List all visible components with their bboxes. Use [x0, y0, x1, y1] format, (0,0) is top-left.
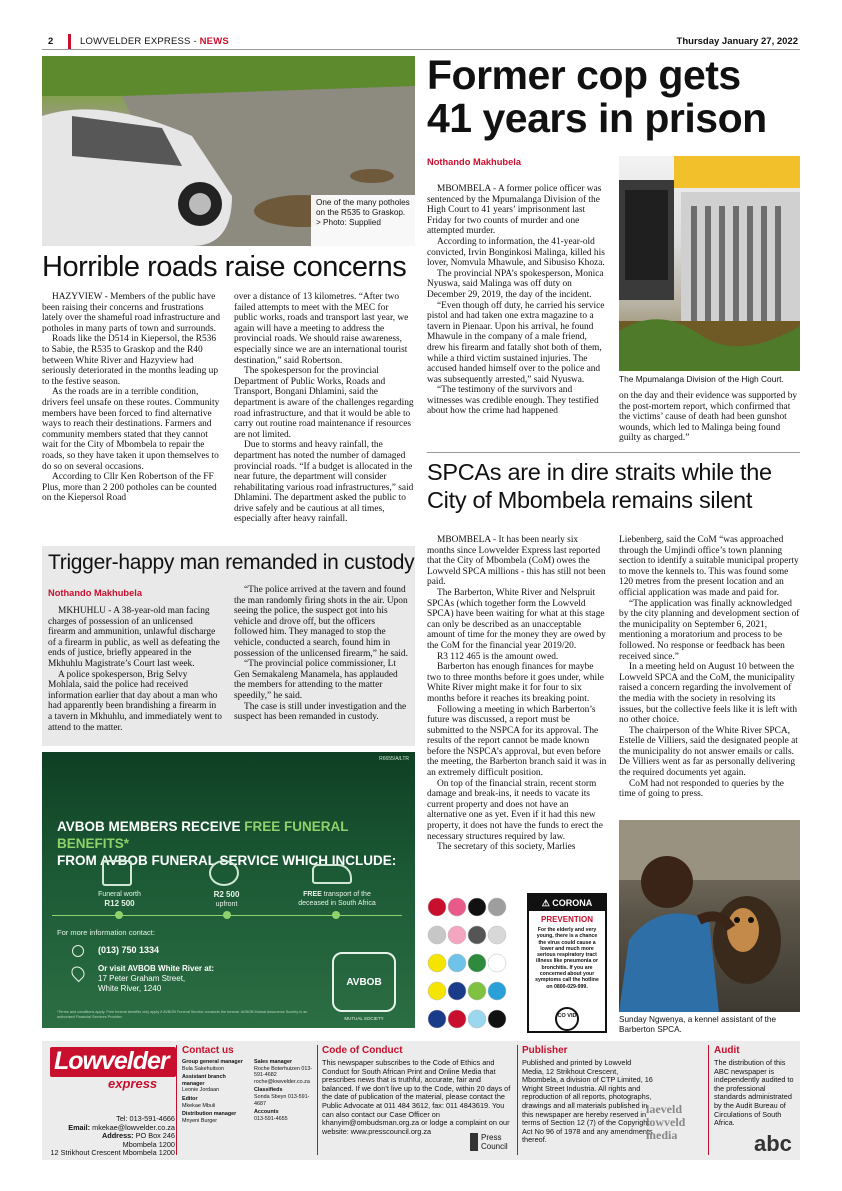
footer-audit: Audit The distribution of this ABC newspaper is independently audited to the professional standards administrated by the Audit Bureau of Circulations of South Africa.	[714, 1045, 794, 1128]
benefit-dot-1	[115, 911, 123, 919]
colour-dot	[488, 954, 506, 972]
header-paper-name: LOWVELDER EXPRESS - NEWS	[80, 36, 229, 47]
colour-dot	[428, 926, 446, 944]
colour-dot	[428, 898, 446, 916]
avbob-fine-print: *Terms and conditions apply. Free funeral benefits only apply if AVBOB Funeral Service conducts the funeral. AVBOB Mutual Assurance Society is an authorised Financial Services Provider.	[57, 1010, 308, 1019]
colour-dot	[488, 982, 506, 1000]
footer-publisher: Publisher Published and printed by Lowveld Media, 12 Strikhout Crescent, Mbombela, a division of CTP Limited, 16 Wright Street Industria. All rights and reproduction of all reports, photographs, drawings and all materials published in this newspaper are hereby reserved in terms of Section 12 (7) of the Copyright Act No 96 of 1978 and any amendments thereof.	[522, 1045, 653, 1145]
roads-column-1: HAZYVIEW - Members of the public have been raising their concerns and frustrations lately over the shameful road infrastructure and potholes in many parts of town and surrounds. Roads like the D514 in Kiepersol, the R536 to Sabie, the R535 to Graskop and the R40 between White River and Hazyview had seriously deteriorated in the months leading up to the festive season. As the roads are in a terrible condition, drivers feel unsafe on these routes. Community members have been forced to find alternative ways to reach their destinations. Farmers and community members stated that they cannot wait for the City of Mbombela to repair the roads, so they have taken it upon themselves to do so on several occasions. According to Cllr Ken Robertson of the FF Plus, more than 2 200 potholes can be counted on the Kiepersol Road	[42, 292, 221, 504]
colour-dots	[427, 893, 507, 1033]
printer-colour-chart	[427, 893, 507, 1033]
footer-divider-3	[517, 1045, 518, 1155]
footer-code-of-conduct: Code of Conduct This newspaper subscribes to the Code of Ethics and Conduct for South African Print and Online Media that prescribes news that is truthful, accurate, fair and balanced. If we don’t live up to the Code, within 20 days of the date of publication of the material, please contact the Public Advocate at 011 484 3612, fax: 011 4843619. You can also contact our Case Officer on khanyim@ombudsman.org.za or lodge a complaint on our website: www.presscouncil.org.za	[322, 1045, 511, 1136]
benefit-3: FREE transport of the deceased in South Africa	[298, 891, 376, 907]
lowvelder-logo: Lowvelder express	[50, 1047, 176, 1091]
benefit-1: Funeral worth R12 500	[98, 891, 141, 908]
colour-dot	[488, 898, 506, 916]
lowveld-media-logo: laeveld lowveld media	[646, 1102, 686, 1142]
footer-divider-4	[708, 1045, 709, 1155]
corona-body: For the elderly and very young, there is a chance the virus could cause a lower and much more serious respiratory tract illness like pneumonia or bronchitis. If you are concerned about your symptoms call the hotline on 0800-029-999.	[535, 927, 599, 990]
footer-contact: Contact us	[182, 1045, 234, 1056]
coffin-icon	[102, 860, 132, 886]
corona-advertisement	[527, 893, 607, 1033]
colour-dot	[428, 982, 446, 1000]
benefit-dot-2	[223, 911, 231, 919]
roads-headline: Horrible roads raise concerns	[42, 251, 407, 283]
side-code-strip	[510, 893, 524, 1033]
colour-dot	[448, 954, 466, 972]
page-number: 2	[48, 36, 54, 47]
avbob-contact-intro: For more information contact:	[57, 928, 155, 937]
cop-column-1: MBOMBELA - A former police officer was sentenced by the Mpumalanga Division of the High Court to 41 years’ imprisonment last Friday for two counts of murder and one attempted murder. According to information, the 41-year-old convicted, Irvin Bonginkosi Malinga, killed his lover, Nomvula Mhawule, and Sibusiso Khoza. The provincial NPA’s spokesperson, Monica Nyuswa, said Malinga was off duty on December 29, 2019, the day of the incident. “Even though off duty, he carried his service pistol and had taken one extra magazine to a tavern in Pienaar. Upon his arrival, he found Mhawule in the company of a male friend, drew his firearm and fatally shot both of them, while a third victim sustained injuries. The accused handed himself over to the police and was subsequently arrested,” said Nyuswa. “The testimony of the survivors and witnesses was credible enough. They testified about how the crime had happened	[427, 184, 605, 417]
avbob-advertisement	[42, 752, 415, 1028]
colour-dot	[488, 1010, 506, 1028]
corona-subtitle: PREVENTION	[540, 915, 593, 924]
footer-contact-details: Tel: 013-591-4666 Email: mkekae@lowvelder.co.za Address: PO Box 246 Mbombela 1200 12 Strikhout Crescent Mbombela 1200	[50, 1114, 175, 1158]
footer-divider-1	[176, 1045, 177, 1155]
spca-photo-caption: Sunday Ngwenya, a kennel assistant of the Barberton SPCA.	[619, 1015, 777, 1034]
footer-contact-people-2: Sales manager Roche Boterhuizen 013-591-4682 roche@lowvelder.co.za Classifieds Sonda Sbeyn 013-591-4687 Accounts 013-591-4655	[254, 1059, 313, 1122]
trigger-byline: Nothando Makhubela	[48, 588, 143, 598]
trigger-column-1: MKHUHLU - A 38-year-old man facing charges of possession of an unlicensed firearm and ammunition, unlawful discharge of a firearm in public, as well as defeating the ends of justice, briefly appeared in the Mkhuhlu Magistrate’s Court last week. A police spokesperson, Brig Selvy Mohlala, said the police had received information earlier that day about a man who had apparently been brandishing a firearm in a tavern in Mkhuhlu, and immediately went to attend to the matter.	[48, 606, 222, 733]
avbob-brand: AVBOB	[346, 977, 382, 988]
avbob-brand-sub: MUTUAL SOCIETY	[344, 1016, 384, 1021]
trigger-headline: Trigger-happy man remanded in custody	[48, 551, 415, 574]
colour-dot	[428, 1010, 446, 1028]
colour-dot	[428, 954, 446, 972]
avbob-ad-ref: R6655/A/LTR	[379, 756, 409, 762]
colour-dot	[448, 982, 466, 1000]
page-header	[42, 34, 800, 50]
cop-headline: Former cop gets 41 years in prison	[427, 52, 767, 141]
high-court-photo-caption: The Mpumalanga Division of the High Court.	[619, 374, 784, 384]
covid-logo: CO VID	[555, 1007, 579, 1031]
phone-icon	[72, 945, 84, 957]
spca-dog-photo	[619, 820, 800, 1012]
header-red-bar	[68, 34, 71, 49]
colour-dot	[468, 926, 486, 944]
spca-divider	[427, 452, 800, 453]
abc-logo: abc	[754, 1131, 792, 1156]
hearse-icon	[312, 864, 352, 884]
colour-dot	[448, 898, 466, 916]
spca-column-1: MBOMBELA - It has been nearly six months since Lowvelder Express last reported that the City of Mbombela (CoM) owes the Lowveld SPCA millions - this has still not been paid. The Barberton, White River and Nelspruit SPCAs (which together form the Lowveld SPCA) have been waiting for what at this stage can only be described as an unacceptable amount of time for the money they are owed by the CoM for the financial year 2019/20. R3 112 465 is the amount owed. Barberton has enough finances for maybe two to three months before it goes under, while White River might make it for four to six months before it reaches its breaking point. Following a meeting in which Barberton’s future was discussed, a report must be submitted to the NSPCA for its approval. The results of the report cannot be made known before the NSPCA’s approval, but even before the meeting, the Barberton branch said it was in an extremely difficult position. On top of the financial strain, recent storm damage and break-ins, it needs to vacate its current property and does not have an alternative one as yet. Even if it had this new property, it does not have the funds to erect the necessary structures required by law. The secretary of this society, Marlies	[427, 535, 607, 853]
trigger-column-2: “The police arrived at the tavern and found the man randomly firing shots in the air. Upon seeing the police, the suspect got into his vehicle and drove off, but the officers followed him. They managed to stop the vehicle, conducted a search, found him in possession of the unlicensed firearm,” he said. “The provincial police commissioner, Lt Gen Semakaleng Manamela, has applauded the members for attending to the matter speedily,” he said. The case is still under investigation and the suspect has been remanded in custody.	[234, 585, 408, 723]
avbob-phone: (013) 750 1334	[98, 945, 160, 955]
colour-dot	[468, 982, 486, 1000]
colour-dot	[468, 1010, 486, 1028]
press-council-logo: Press Council	[470, 1133, 514, 1151]
footer-contact-people: Group general manager Bula Sakehuitson Assistant branch manager Leonie Jordaan Editor Mkekae Mbuli Distribution manager Mnyeni Burger	[182, 1059, 243, 1124]
footer-divider-2	[317, 1045, 318, 1155]
man-with-dog-illustration	[619, 820, 800, 1012]
avbob-address: Or visit AVBOB White River at: 17 Peter Graham Street, White River, 1240	[98, 964, 215, 993]
benefit-dot-3	[332, 911, 340, 919]
spca-column-2: Liebenberg, said the CoM “was approached through the Umjindi office’s town planning section to identify a suitable municipal property to move the kennels to. This was found some 120 metres from the present location and an official application was made and paid for. “The application was finally acknowledged by the city planning and development section of the municipality on September 6, 2021, mentioning a moratorium and process to be followed. No response or feedback has been received since.” In a meeting held on August 10 between the Lowveld SPCA and the CoM, the municipality raised a concern regarding the involvement of the media with the society in resolving its issues, but the collective feels like it is left with no other choice. The chairperson of the White River SPCA, Estelle de Villiers, said the designated people at the municipality do not answer emails or calls. De Villiers went as far as personally delivering the required documents yet again. CoM had not responded to queries by the time of going to press.	[619, 535, 800, 800]
benefit-2: R2 500 upfront	[213, 890, 240, 908]
footer	[42, 1041, 800, 1160]
colour-dot	[448, 1010, 466, 1028]
cop-column-2: on the day and their evidence was supported by the post-mortem report, which confirmed that the victims’ cause of death had been gunshot wounds, which led to Malinga being found guilty as charged.”	[619, 391, 798, 444]
colour-dot	[488, 926, 506, 944]
avbob-headline: AVBOB MEMBERS RECEIVE FREE FUNERAL BENEFITS* FROM AVBOB FUNERAL SERVICE WHICH INCLUDE:	[57, 819, 397, 868]
location-pin-icon	[69, 964, 87, 982]
header-date: Thursday January 27, 2022	[676, 36, 798, 47]
roads-column-2: over a distance of 13 kilometres. “After two failed attempts to meet with the MEC for public works, roads and transport last year, we again will have a meeting to address the provincial roads. We should raise awareness, especially since we are an international tourist destination,” said Robertson. The spokesperson for the provincial Department of Public Works, Roads and Transport, Bongani Dhlamini, said the department is aware of the challenges regarding road infrastructure, and that it would be able to carry out routine road maintenance if resources are not limited. Due to storms and heavy rainfall, the department has noted the number of damaged provincial roads. “If a budget is allocated in the near future, the department will consider rehabilitating various road infrastructures,” said Dhlamini. The department asked the public to drive safely and be cautious at all times, especially after heavy rainfall.	[234, 292, 414, 525]
spca-headline: SPCAs are in dire straits while the City of Mbombela remains silent	[427, 459, 772, 513]
corona-title: ⚠ CORONA	[529, 895, 605, 911]
cop-byline: Nothando Makhubela	[427, 157, 522, 167]
colour-dot	[468, 954, 486, 972]
high-court-building-illustration	[619, 156, 800, 371]
colour-dot	[448, 926, 466, 944]
cash-icon	[209, 860, 239, 886]
pothole-photo-caption: One of the many potholes on the R535 to Graskop. > Photo: Supplied	[311, 195, 415, 246]
colour-dot	[468, 898, 486, 916]
high-court-photo	[619, 156, 800, 371]
